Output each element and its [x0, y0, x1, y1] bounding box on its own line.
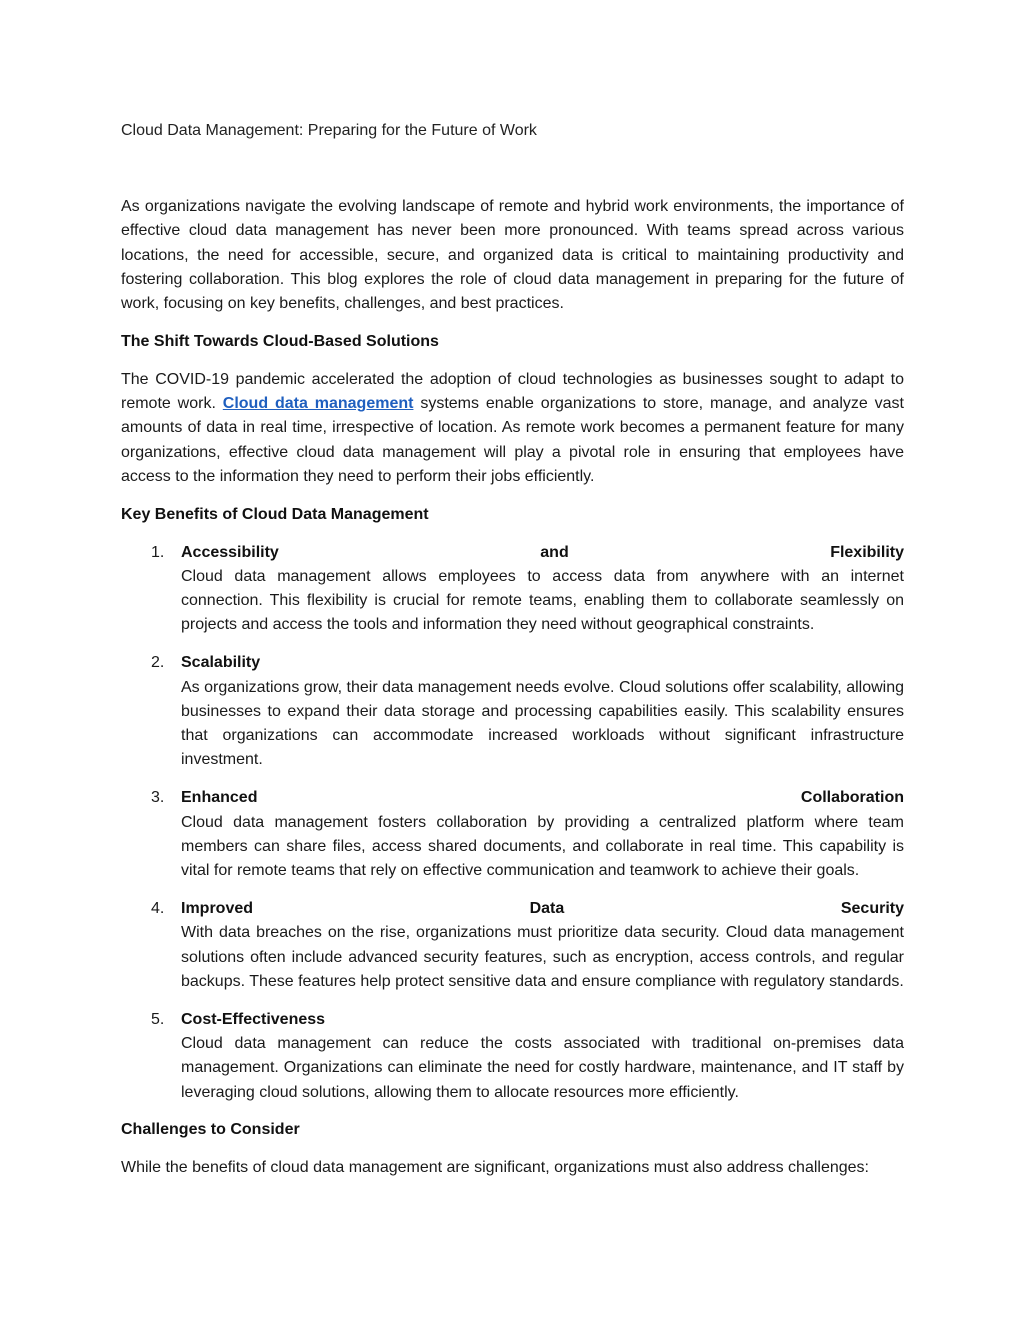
shift-text-after-link: systems enable organizations to store, manage, and analyze vast amounts of data in real time, irrespective of location. As remote work becomes a permanent feature for many organizations, effective cloud data management will play a pivotal role in ensuring that employees have access to the information they need to perform their jobs efficiently.	[121, 395, 905, 485]
benefit-title	[181, 897, 904, 921]
benefits-list	[121, 541, 904, 1105]
document-title: Cloud Data Management: Preparing for the Future of Work	[121, 122, 537, 139]
benefit-title	[181, 541, 904, 565]
title-word: Accessibility	[181, 543, 279, 561]
benefit-item-cost	[121, 1008, 904, 1105]
list-number: 1.	[151, 543, 165, 561]
list-number: 4.	[151, 899, 165, 917]
cloud-data-management-link[interactable]: Cloud data management	[222, 395, 414, 413]
document-page	[121, 119, 904, 1194]
title-word: Security	[840, 899, 904, 917]
benefit-body: Cloud data management allows employees to access data from anywhere with an internet connection. This flexibility is crucial for remote teams, enabling them to collaborate seamlessly on projects and access the tools and information they need without geographical constraints.	[181, 567, 904, 634]
benefit-body: Cloud data management fosters collaboration by providing a centralized platform where team members can share files, access shared documents, and collaborate in real time. This capability is vital for remote teams that rely on effective communication and teamwork to achieve their goals.	[181, 813, 904, 880]
section-heading-challenges: Challenges to Consider	[121, 1121, 300, 1139]
shift-text-before-link: The COVID-19 pandemic accelerated the adoption of cloud technologies as businesses sought to adapt to remote work.	[121, 370, 904, 413]
section-heading-shift: The Shift Towards Cloud-Based Solutions	[121, 332, 439, 350]
benefit-title	[181, 1008, 904, 1032]
title-word: Collaboration	[800, 789, 904, 807]
benefit-item-collaboration	[121, 786, 904, 883]
challenges-paragraph: While the benefits of cloud data management are significant, organizations must also address challenges:	[121, 1159, 869, 1177]
intro-paragraph: As organizations navigate the evolving landscape of remote and hybrid work environments, the importance of effective cloud data management has never been more pronounced. With teams spread across various locations, the need for accessible, secure, and organized data is critical to maintaining productivity and fostering collaboration. This blog explores the role of cloud data management in preparing for the future of work, focusing on key benefits, challenges, and best practices.	[121, 198, 904, 313]
benefit-title	[181, 786, 904, 810]
title-word: Data	[529, 899, 565, 917]
title-word: Improved	[181, 899, 254, 917]
title-word: Scalability	[181, 654, 261, 672]
list-number: 2.	[151, 654, 165, 672]
benefit-body: As organizations grow, their data management needs evolve. Cloud solutions offer scalability, allowing businesses to expand their data storage and processing capabilities easily. This scalability ensures that organizations can accommodate increased workloads without significant infrastructure investment.	[181, 678, 904, 769]
section-heading-benefits: Key Benefits of Cloud Data Management	[121, 505, 429, 523]
title-word: and	[540, 543, 569, 561]
benefit-item-scalability	[121, 651, 904, 772]
list-number: 3.	[151, 789, 165, 807]
shift-paragraph	[121, 368, 904, 489]
title-word: Cost-Effectiveness	[181, 1010, 326, 1028]
benefit-item-accessibility	[121, 541, 904, 638]
benefit-item-security	[121, 897, 904, 994]
benefit-title	[181, 651, 904, 675]
benefit-body: Cloud data management can reduce the costs associated with traditional on-premises data management. Organizations can eliminate the need for costly hardware, maintenance, and IT staff by leveraging cloud solutions, allowing them to allocate resources more efficiently.	[181, 1034, 904, 1101]
title-word: Enhanced	[181, 789, 258, 807]
benefit-body: With data breaches on the rise, organizations must prioritize data security. Cloud data management solutions often include advanced security features, such as encryption, access controls, and regular backups. These features help protect sensitive data and ensure compliance with regulatory standards.	[181, 924, 904, 990]
list-number: 5.	[151, 1010, 165, 1028]
title-word: Flexibility	[830, 543, 904, 561]
